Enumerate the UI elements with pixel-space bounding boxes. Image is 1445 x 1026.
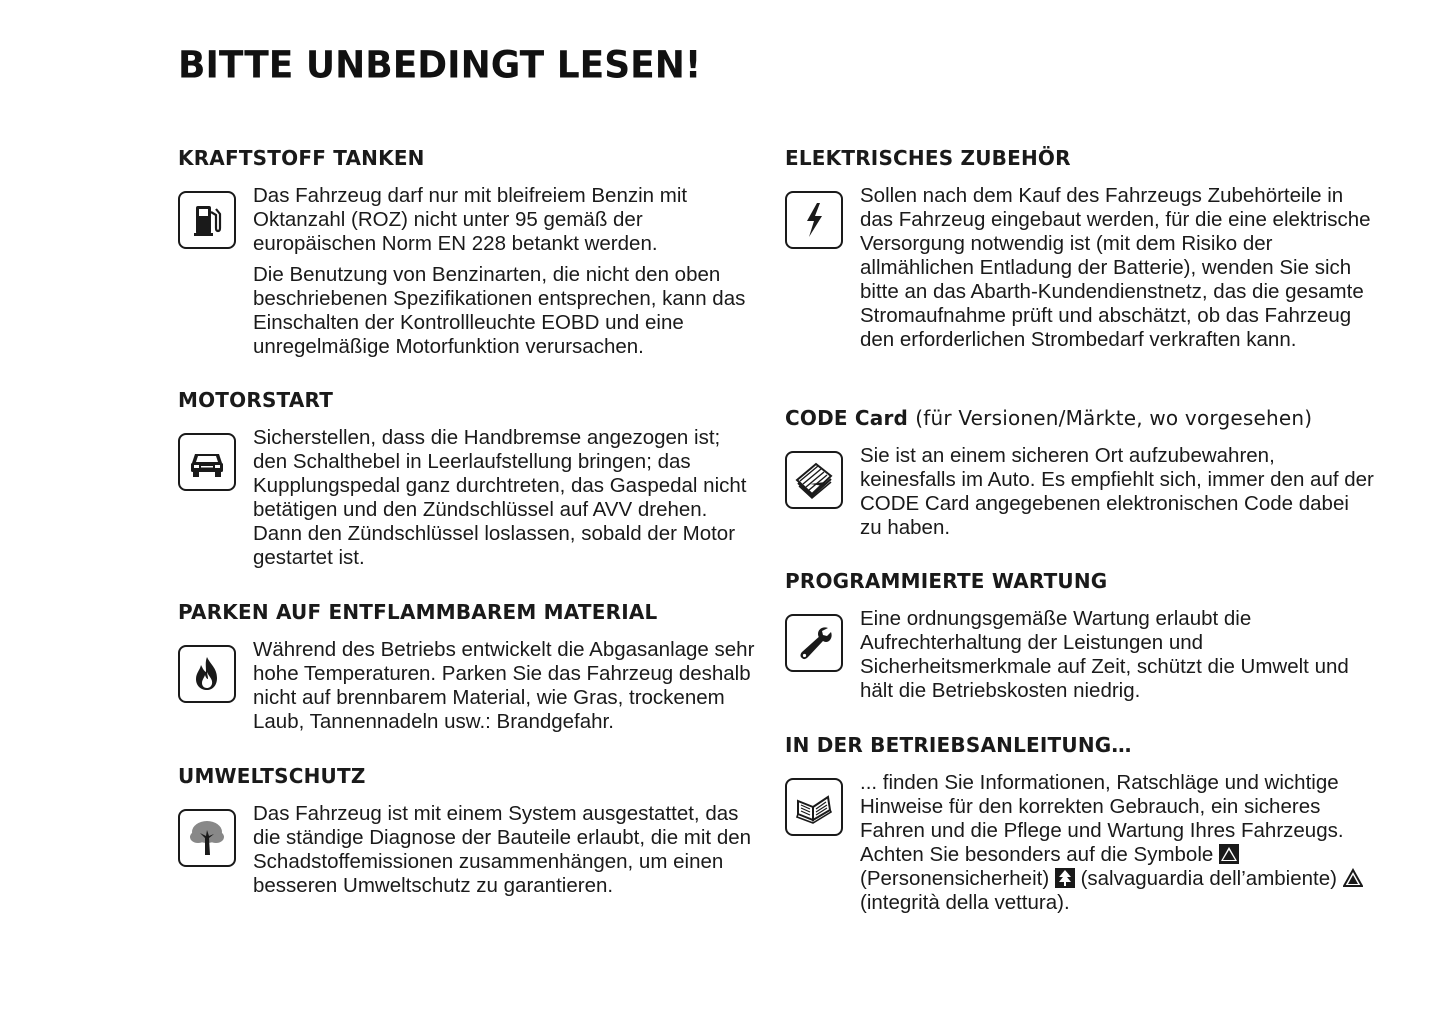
environment-symbol-icon [1055,868,1075,888]
section-heading: ELEKTRISCHES ZUBEHÖR [785,146,1071,170]
paragraph [860,771,1375,915]
paragraph: Sicherstellen, dass die Handbremse angezogen ist; den Schalthebel in Leerlaufstellung bringen; das Kupplungspedal ganz durchtreten, das Gaspedal nicht betätigen und den Zündschlüssel auf AVV drehen. Dann den Zündschlüssel loslassen, sobald der Motor gestartet ist. [253,426,747,569]
open-book-icon [785,778,843,836]
paragraph: Während des Betriebs entwickelt die Abgasanlage sehr hohe Temperaturen. Parken Sie das Fahrzeug deshalb nicht auf brennbarem Material, wie Gras, trockenem Laub, Tannennadeln usw.: Brandgefahr. [253,638,755,733]
section-heading: PARKEN AUF ENTFLAMMBAREM MATERIAL [178,600,658,624]
page-title: BITTE UNBEDINGT LESEN! [178,44,702,88]
section-heading: UMWELTSCHUTZ [178,764,366,788]
vehicle-integrity-triangle-icon [1343,868,1363,888]
paragraph: Eine ordnungsgemäße Wartung erlaubt die Aufrechterhaltung der Leistungen und Sicherheitsmerkmale auf Zeit, schützt die Umwelt und hält die Betriebskosten niedrig. [860,607,1349,702]
section-heading: IN DER BETRIEBSANLEITUNG… [785,733,1132,757]
paragraph-part: ... finden Sie Informationen, Ratschläge und wichtige Hinweise für den korrekten Gebrauch, ein sicheres Fahren und die Pflege und Wartung Ihres Fahrzeugs. Achten Sie besonders auf die Symbole [860,771,1344,866]
paragraph-part: (salvaguardia dell’ambiente) [1080,867,1337,890]
warning-triangle-icon [1219,844,1239,864]
paragraph: Sie ist an einem sicheren Ort aufzubewahren, keinesfalls im Auto. Es empfiehlt sich, immer den auf der CODE Card angegebenen elektronischen Code dabei zu haben. [860,444,1374,539]
paragraph: Das Fahrzeug ist mit einem System ausgestattet, das die ständige Diagnose der Bauteile erlaubt, die mit den Schadstoffemissionen zusammenhängen, um einen besseren Umweltschutz zu garantieren. [253,802,752,897]
paragraph: Das Fahrzeug darf nur mit bleifreiem Benzin mit Oktanzahl (ROZ) nicht unter 95 gemäß der europäischen Norm EN 228 betankt werden. [253,184,688,255]
section-programmierte-wartung [785,569,1375,710]
fuel-pump-icon [178,191,236,249]
paragraph-part: (integrità della vettura). [860,891,1070,914]
section-heading [785,406,1375,430]
section-umweltschutz [178,764,758,905]
paragraph-part: (Personensicherheit) [860,867,1050,890]
paragraph: Sollen nach dem Kauf des Fahrzeugs Zubehörteile in das Fahrzeug eingebaut werden, für die eine elektrische Versorgung notwendig ist (mit dem Risiko der allmählichen Entladung der Batterie), wenden Sie sich bitte an das Abarth-Kundendienstnetz, das die gesamte Stromaufnahme prüft und abschätzt, ob das Fahrzeug den erforderlichen Strombedarf verkraften kann. [860,184,1371,351]
car-icon [178,433,236,491]
section-parken [178,600,758,741]
section-heading: PROGRAMMIERTE WARTUNG [785,569,1108,593]
section-motorstart [178,388,758,577]
paragraph: Die Benutzung von Benzinarten, die nicht den oben beschriebenen Spezifikationen entsprechen, kann das Einschalten der Kontrollleuchte EOBD und eine unregelmäßige Motorfunktion verursachen. [253,263,746,358]
section-betriebsanleitung [785,733,1375,922]
section-kraftstoff-tanken [178,146,758,366]
section-heading: MOTORSTART [178,388,334,412]
lightning-icon [785,191,843,249]
section-code-card [785,406,1375,547]
flame-icon [178,645,236,703]
section-elektrisches-zubehoer [785,146,1375,359]
tree-icon [178,809,236,867]
heading-main: CODE Card [785,406,909,430]
code-card-icon [785,451,843,509]
section-heading: KRAFTSTOFF TANKEN [178,146,425,170]
heading-sub: (für Versionen/Märkte, wo vorgesehen) [915,406,1313,430]
wrench-icon [785,614,843,672]
